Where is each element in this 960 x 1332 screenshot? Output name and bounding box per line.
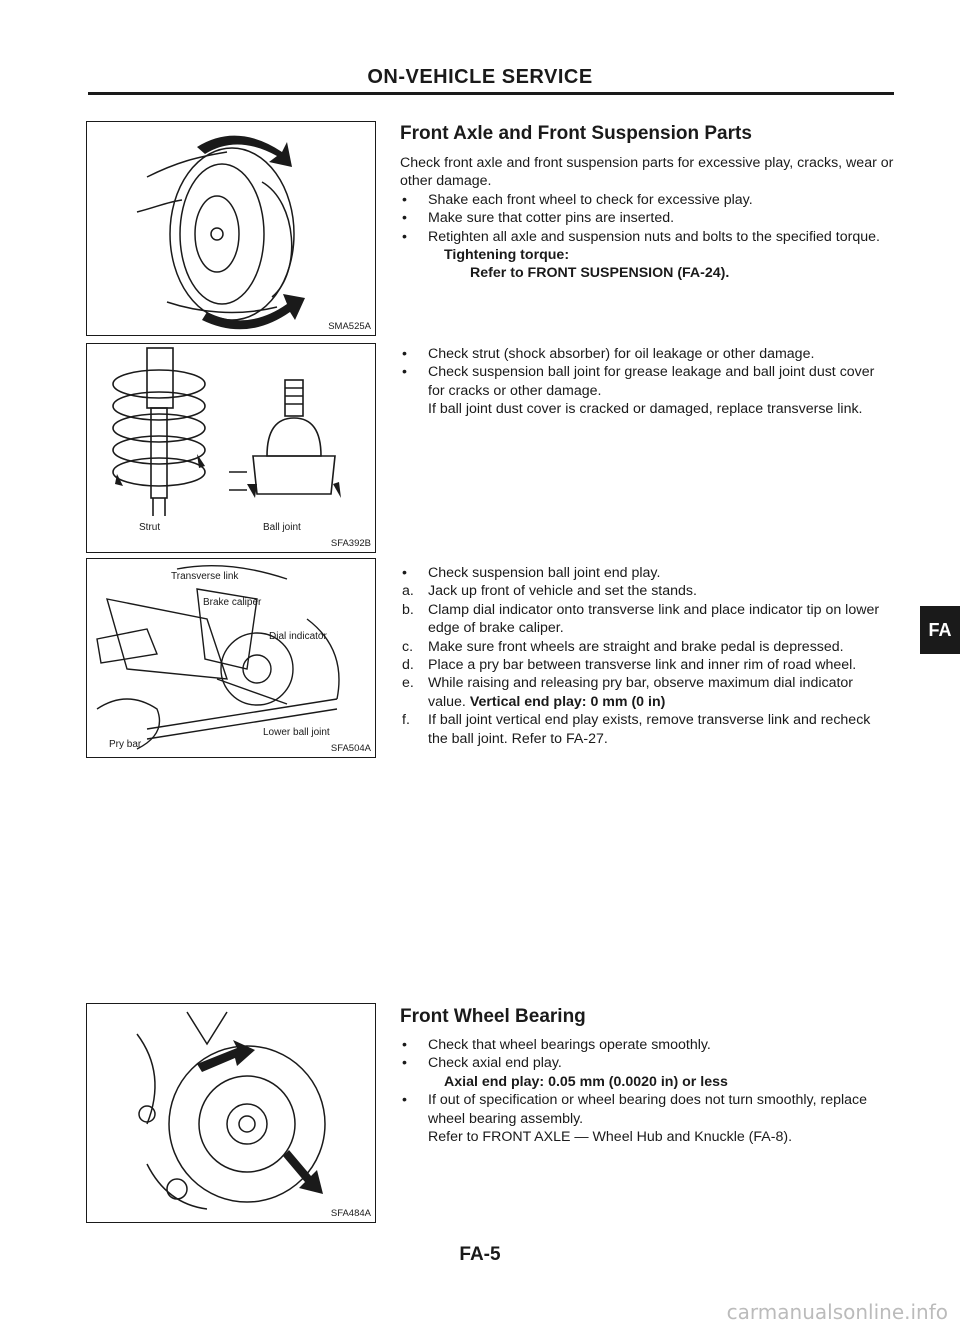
figure-wheel-bearing	[86, 1003, 376, 1223]
list-item: • If out of specification or wheel bearing does not turn smoothly, replace wheel bearing assembly.	[402, 1092, 868, 1127]
wheel-illustration	[87, 122, 375, 334]
label-brake-caliper: Brake caliper	[203, 597, 262, 608]
label-dial-indicator: Dial indicator	[269, 631, 327, 642]
strut-content	[400, 345, 894, 419]
vertical-end-play-spec: Vertical end play: 0 mm (0 in)	[469, 693, 666, 710]
step-f: f. If ball joint vertical end play exists, remove transverse link and recheck the ball joint. Refer to FA-27.	[402, 712, 871, 747]
label-ball-joint: Ball joint	[263, 522, 301, 533]
figure-end-play-check	[86, 558, 376, 758]
figure-code: SMA525A	[328, 321, 371, 332]
section-title-wheel-bearing: Front Wheel Bearing	[400, 1006, 586, 1027]
wheel-bearing-reference: Refer to FRONT AXLE — Wheel Hub and Knuckle (FA-8).	[428, 1129, 793, 1146]
strut-balljoint-illustration	[87, 344, 375, 552]
list-item: • Check strut (shock absorber) for oil leakage or other damage.	[402, 346, 815, 362]
header-rule	[88, 92, 894, 95]
wheel-bearing-content	[400, 1036, 894, 1146]
step-d: d. Place a pry bar between transverse link and inner rim of road wheel.	[402, 657, 857, 674]
figure-strut-ball-joint	[86, 343, 376, 553]
label-pry-bar: Pry bar	[109, 739, 142, 750]
wheel-hub-illustration	[87, 1004, 375, 1222]
section-tab-fa: FA	[920, 606, 960, 654]
figure-code: SFA392B	[330, 538, 371, 549]
list-item: • Check suspension ball joint for grease leakage and ball joint dust cover for cracks or other damage.	[402, 364, 875, 399]
section-title-front-axle: Front Axle and Front Suspension Parts	[400, 123, 752, 144]
step-a: a. Jack up front of vehicle and set the stands.	[402, 583, 697, 600]
torque-reference: Refer to FRONT SUSPENSION (FA-24).	[470, 265, 730, 282]
figure-code: SFA504A	[330, 743, 371, 754]
axial-end-play-spec: Axial end play: 0.05 mm (0.0020 in) or less	[444, 1073, 728, 1090]
label-lower-ball-joint: Lower ball joint	[263, 727, 330, 738]
list-item: • Make sure that cotter pins are inserted.	[402, 210, 675, 227]
front-axle-intro: Check front axle and front suspension parts for excessive play, cracks, wear or other damage.	[400, 155, 894, 190]
list-item: • Retighten all axle and suspension nuts and bolts to the specified torque.	[402, 228, 880, 245]
step-b: b. Clamp dial indicator onto transverse link and place indicator tip on lower edge of brake caliper.	[402, 601, 880, 637]
front-axle-content	[400, 154, 894, 283]
list-item: • Check that wheel bearings operate smoothly.	[402, 1037, 711, 1053]
page-number: FA-5	[459, 1244, 501, 1265]
figure-code: SFA484A	[330, 1208, 371, 1219]
label-strut: Strut	[139, 522, 161, 533]
step-c: c. Make sure front wheels are straight and brake pedal is depressed.	[402, 638, 844, 655]
step-e: e. While raising and releasing pry bar, observe maximum dial indicator value. Vertical end play: 0 mm (0 in)	[402, 675, 854, 710]
list-item: • Shake each front wheel to check for excessive play.	[402, 191, 753, 208]
figure-wheel-play	[86, 121, 376, 336]
strut-note: If ball joint dust cover is cracked or damaged, replace transverse link.	[428, 401, 863, 418]
ball-joint-content	[400, 564, 894, 748]
list-item: • Check suspension ball joint end play.	[402, 565, 661, 581]
dial-indicator-illustration	[87, 559, 375, 757]
torque-label: Tightening torque:	[444, 247, 570, 264]
watermark: carmanualsonline.info	[726, 1300, 948, 1324]
label-transverse-link: Transverse link	[171, 571, 239, 582]
page-header-title: ON-VEHICLE SERVICE	[367, 66, 593, 88]
list-item: • Check axial end play.	[402, 1055, 562, 1072]
